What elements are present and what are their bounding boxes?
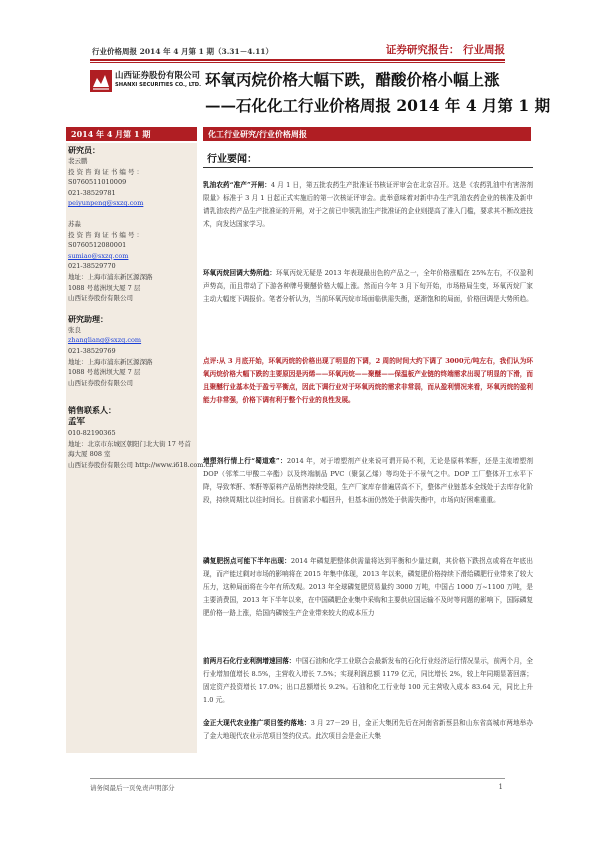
assistant-line: 021-38529769 bbox=[68, 346, 116, 355]
news-lead: 环氧丙烷回调大势所趋： bbox=[203, 269, 277, 277]
news-text: 3 月 27－29 日，金正大集团先后在河南省新蔡县和山东省高城市两地举办了金大地现代农业示范项目签约仪式。此次项目会是金正大集 bbox=[203, 719, 533, 740]
analyst-heading: 研究员： bbox=[68, 145, 100, 155]
sales-name: 孟军 bbox=[68, 417, 86, 428]
report-type: 证券研究报告： 行业周报 bbox=[385, 44, 505, 56]
news-paragraph bbox=[203, 555, 533, 620]
company-logo bbox=[90, 69, 202, 95]
news-text: 4 月 1 日，第五批农药生产批准证书核证评审会在北京召开。这是《农药乳油中有害溶剂限量》标准于 3 月 1 日起正式实施后的第一次核证评审会。此举意味着对新申办生产乳油农药企业的核准及新申请乳油农药产品生产批准证的开闸，对于之前已申领乳油生产批准证的企业则提高了准入门槛，要求其不断改进技术，向发达国家学习。 bbox=[203, 181, 533, 228]
news-text: 环氧丙烷无疑是 2013 年表现最出色的产品之一，全年价格涨幅在 25%左右，不仅盈利声势高，而且带动了下游各种牌号聚醚价格大幅上涨。然而自今年 3 月下旬开始，市场格局生变，环氧丙烷厂家主动大幅度下调报价。笔者分析认为，当前环氧丙烷市场面临供需失衡，逐渐饱和的局面，价格回调是大势所趋。 bbox=[203, 269, 534, 303]
assistant-line: 山西证券股份有限公司 bbox=[68, 378, 133, 387]
assistant-line: 1088 号葛洲坝大厦 7 层 bbox=[68, 368, 141, 377]
news-paragraph bbox=[203, 267, 533, 306]
news-text: 2014 年，对于增塑剂产业来说可谓开局不利，无论是原料苯酐，还是主流增塑剂 DOP（邻苯二甲酸二辛酯）以及终端制品 PVC（聚氯乙烯）等均处于不景气之中。DOP 工厂整体开工水平下降，导致苯酐、苯酐等原料产品销售持续受阻，生产厂家库存普遍居高不下，整体产业链基本全线处于去库存化阶段，持续周期比以往时间长。目前需求小幅回升，但基本面仍然处于供需失衡中，市场向好困难重重。 bbox=[203, 457, 533, 504]
analyst-line: 裴云鹏 bbox=[68, 157, 88, 165]
company-logo-icon bbox=[90, 70, 112, 92]
news-lead: 磷复肥拐点可能下半年出现： bbox=[203, 557, 291, 565]
analyst2-line: 投 资 咨 询 证 书 编 号 ： bbox=[68, 230, 144, 239]
page-subtitle: ——石化化工行业价格周报 2014 年 4 月第 1 期 bbox=[205, 96, 551, 115]
assistant-heading: 研究助理： bbox=[68, 313, 108, 324]
sales-line: 地址：北京市东城区朝阳门北大街 17 号首 bbox=[68, 439, 191, 448]
commentary-lead: 点评: bbox=[203, 357, 219, 365]
assistant-name: 张良 bbox=[68, 325, 81, 334]
analyst2-email-link[interactable]: sumiao@sxzq.com bbox=[68, 251, 129, 260]
assistant-line: 地址：上海市浦东新区源深路 bbox=[68, 357, 153, 366]
commentary-paragraph bbox=[203, 355, 533, 407]
sales-line: 山西证券股份有限公司 http://www.i618.com.cn bbox=[68, 461, 214, 470]
analyst2-line: S0760512080001 bbox=[68, 241, 127, 250]
company-name-en: SHANXI SECURITIES CO., LTD. bbox=[115, 82, 202, 88]
sales-line: 010-82190365 bbox=[68, 429, 116, 438]
header-divider bbox=[90, 59, 505, 61]
analyst2-line: 山西证券股份有限公司 bbox=[68, 294, 133, 303]
section-title: 行业要闻： bbox=[207, 154, 257, 165]
header-divider-thin bbox=[90, 62, 505, 63]
news-paragraph bbox=[203, 655, 533, 707]
news-lead: 金正大现代农业推广项目签约落地： bbox=[203, 719, 311, 727]
analyst2-line: 021-38529770 bbox=[68, 262, 116, 271]
sales-line: 海大厦 808 室 bbox=[68, 450, 111, 459]
issue-date-band: 2014 年 4 月第 1 期 bbox=[66, 127, 197, 141]
analyst2-line: 苏淼 bbox=[68, 219, 81, 228]
news-paragraph bbox=[203, 179, 533, 231]
news-lead: 乳油农药“准产”开闸： bbox=[203, 181, 271, 189]
report-name: 行业价格周报 2014 年 4 月第 1 期（3.31－4.11） bbox=[92, 47, 274, 56]
category-band: 化工行业研究/行业价格周报 bbox=[203, 127, 531, 141]
sales-heading: 销售联系人： bbox=[68, 405, 116, 416]
assistant-email-link[interactable]: zhangliang@sxzq.com bbox=[68, 336, 142, 345]
news-lead: 增塑剂行情上行“蜀道难”： bbox=[203, 457, 287, 465]
analyst-line: 021-38529781 bbox=[68, 188, 116, 197]
company-name-cn: 山西证券股份有限公司 bbox=[115, 71, 201, 81]
news-text: 中国石油和化学工业联合会最新发布的石化行业经济运行情况显示，前两个月，全行业增加值增长 8.5%，主营收入增长 7.5%；实现利润总额 1179 亿元，同比增长 2%，较上年同期显著回落；固定资产投资增长 17.0%；出口总额增长 9.2%。石油和化工行业每 100 元主营收入成本 83.64 元，同比上升 1.0 元。 bbox=[203, 657, 534, 704]
analyst-email-link[interactable]: peiyunpeng@sxzq.com bbox=[68, 199, 144, 208]
news-paragraph bbox=[203, 717, 533, 743]
footer-disclaimer: 请务阅最后一页免责声明部分 bbox=[90, 784, 175, 792]
analyst-line: S0760511010009 bbox=[68, 178, 127, 187]
news-paragraph bbox=[203, 455, 533, 507]
analyst2-line: 地址：上海市浦东新区源深路 bbox=[68, 272, 153, 281]
news-text: 2014 年磷复肥整体供需量将达到平衡和少量过剩，其价格下跌拐点或将在年底出现，而产能过剩对市场的影响将在 2015 年集中体现，2013 年以来，磷复肥价格持续下滑给磷肥行业带来了较大压力，这种局面将在今年有所改观。2013 年全球磷复肥贸易量约 3000 万吨，中国占 1000 万~1100 万吨，是主要消费国，2013 年下半年以来，在中国磷肥企业集中采购和主要供应国运输不及时等问题的影响下，国际磷复肥价格一路上涨，给国内磷铵生产企业带来较大的成本压力 bbox=[203, 557, 533, 617]
footer-divider bbox=[90, 778, 505, 779]
section-divider bbox=[203, 167, 533, 168]
page-title: 环氧丙烷价格大幅下跌，醋酸价格小幅上涨 bbox=[205, 70, 500, 89]
analyst-line: 投 资 咨 询 证 书 编 号 ： bbox=[68, 167, 144, 176]
commentary-text: 从 3 月底开始，环氧丙烷的价格出现了明显的下调，2 周的时间大约下调了 3000元/吨左右，我们认为环氧丙烷价格大幅下跌的主要原因是丙烯——环氧丙烷——聚醚——保温板产业链的终端需求出现了明显的下滑，而且聚醚行业基本处于盈亏平衡点，因此下调行业对于环氧丙烷的需求非常弱，而从盈利情况来看，环氧丙烷的盈利能力非常强，价格下调有利于整个行业的良性发展。 bbox=[203, 357, 533, 404]
page-number: 1 bbox=[498, 783, 503, 791]
analyst2-line: 1088 号葛洲坝大厦 7 层 bbox=[68, 283, 141, 292]
news-lead: 前两月石化行业利润增速回落： bbox=[203, 657, 296, 665]
